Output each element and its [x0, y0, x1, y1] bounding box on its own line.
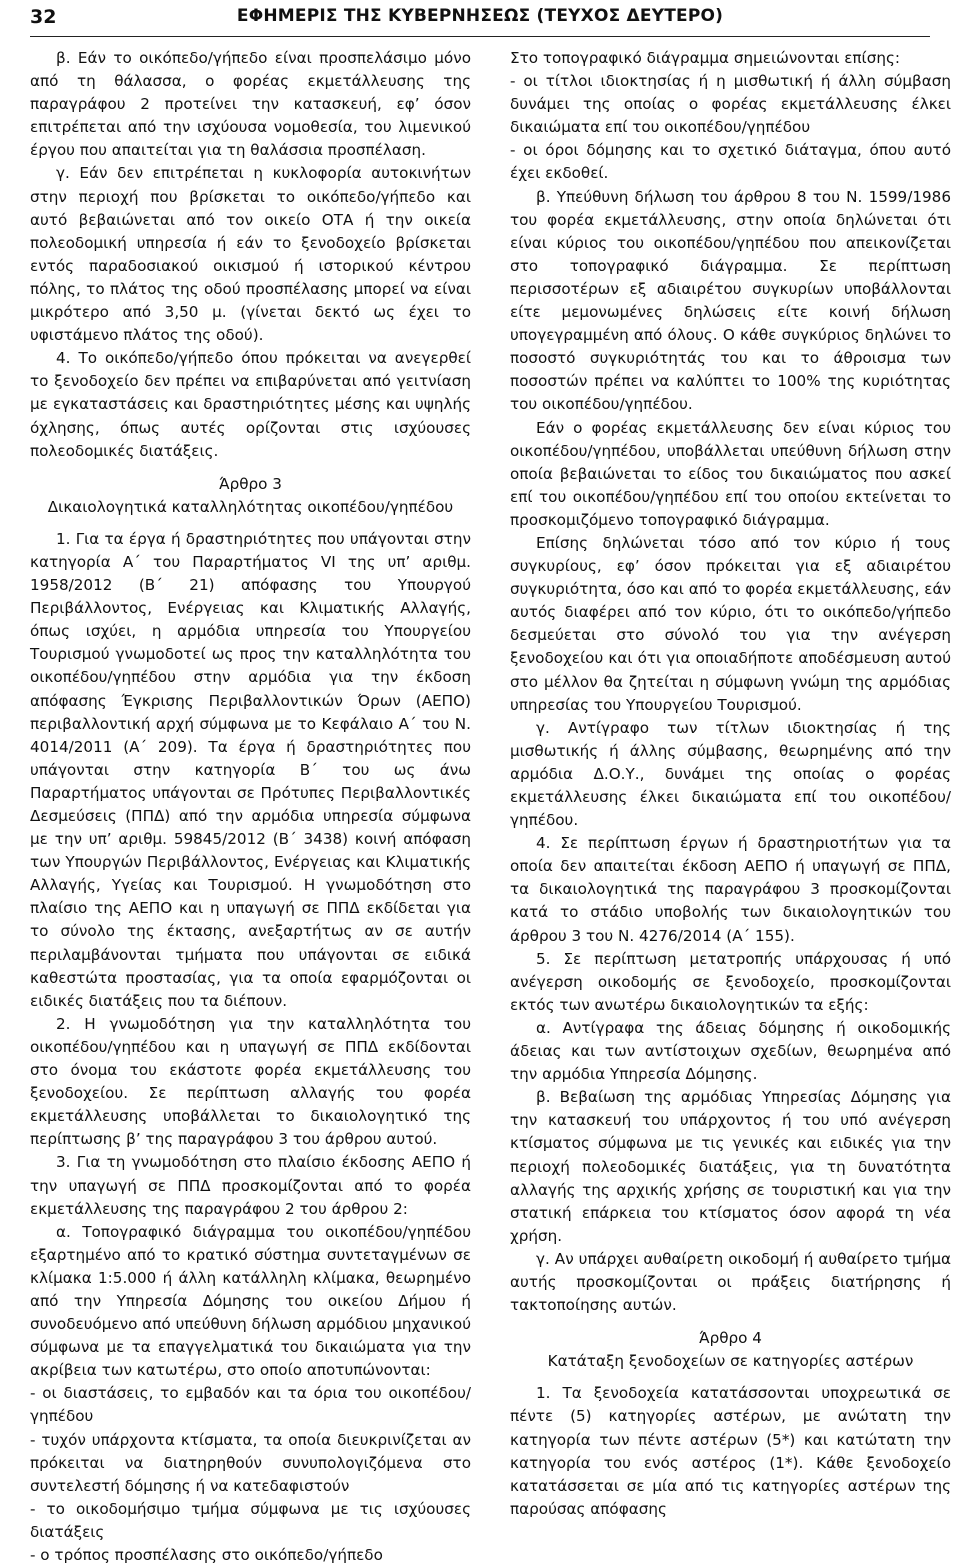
paragraph: 3. Για τη γνωμοδότηση στο πλαίσιο έκδοσης ΑΕΠΟ ή την υπαγωγή σε ΠΠΔ προσκομίζονται από το φορέα εκμετάλλευσης της παραγράφου 2 του άρθρου 2: — [30, 1153, 471, 1218]
paragraph: α. Αντίγραφα της άδειας δόμησης ή οικοδομικής άδειας και των αντίστοιχων σχεδίων, θεωρημένα από την αρμόδια Υπηρεσία Δόμησης. — [510, 1018, 951, 1084]
article-3-number: Άρθρο 3 — [219, 474, 282, 493]
paragraph: γ. Αντίγραφο των τίτλων ιδιοκτησίας ή της μισθωτικής ή άλλης σύμβασης, θεωρημένης από την αρμόδια Δ.Ο.Υ., δυνάμει της οποίας ο φορέας εκμετάλλευσης έλκει δικαιώματα επί του οικοπέδου/γηπέδου. — [510, 718, 951, 830]
list-item: - τυχόν υπάρχοντα κτίσματα, τα οποία διευκρινίζεται αν πρόκειται να διατηρηθούν συνυπολογιζόμενα στο συντελεστή δόμησης ή να κατεδαφιστούν — [30, 1430, 471, 1495]
article-3-title: Δικαιολογητικά καταλληλότητας οικοπέδου/γηπέδου — [47, 497, 454, 516]
paragraph: Εάν ο φορέας εκμετάλλευσης δεν είναι κύριος του οικοπέδου/γηπέδου, υποβάλλεται υπεύθυνη δήλωση στην οποία βεβαιώνεται το είδος του δικαιώματος που ασκεί επί του οικοπέδου/γηπέδου επί του οποίου εκτείνεται το προσκομιζόμενο τοπογραφικό διάγραμμα. — [510, 418, 951, 529]
paragraph: 1. Τα ξενοδοχεία κατατάσσονται υποχρεωτικά σε πέντε (5) κατηγορίες αστέρων, με ανώτατη την κατηγορία των πέντε αστέρων (5*) και κατώτατη την κατηγορία του ενός αστέρος (1*). Κάθε ξενοδοχείο κατατάσσεται σε μία από τις κατηγορίες αστέρων της παρούσας απόφασης — [510, 1384, 951, 1518]
header-rule — [30, 36, 930, 37]
paragraph: β. Εάν το οικόπεδο/γήπεδο είναι προσπελάσιμο μόνο από τη θάλασσα, ο φορέας εκμετάλλευσης της παραγράφου 2 προτείνει την κατασκευή, εφ’ όσον επιτρέπεται από την ισχύουσα νομοθεσία, του λιμενικού έργου που απαιτείται για τη θαλάσσια προσπέλαση. — [30, 49, 471, 160]
list-item: - οι τίτλοι ιδιοκτησίας ή η μισθωτική ή άλλη σύμβαση δυνάμει της οποίας ο φορέας εκμετάλλευσης έλκει δικαιώματα επί του οικοπέδου/γηπέδου — [510, 72, 951, 137]
left-column — [30, 47, 471, 1567]
list-item: - οι διαστάσεις, το εμβαδόν και τα όρια του οικοπέδου/γηπέδου — [30, 1384, 471, 1426]
list-item: - το οικοδομήσιμο τμήμα σύμφωνα με τις ισχύουσες διατάξεις — [30, 1499, 471, 1541]
paragraph: γ. Αν υπάρχει αυθαίρετη οικοδομή ή αυθαίρετο τμήμα αυτής προσκομίζονται οι πράξεις διατήρησης ή τακτοποίησης αυτών. — [510, 1249, 951, 1315]
paragraph: 4. Σε περίπτωση έργων ή δραστηριοτήτων για τα οποία δεν απαιτείται έκδοση ΑΕΠΟ ή υπαγωγή σε ΠΠΔ, τα δικαιολογητικά της παραγράφου 3 προσκομίζονται κατά το στάδιο υποβολής των δικαιολογητικών του άρθρου 3 του Ν. 4276/2014 (Α΄ 155). — [510, 834, 951, 945]
paragraph: β. Βεβαίωση της αρμόδιας Υπηρεσίας Δόμησης για την κατασκευή του υπάρχοντος ή του υπό ανέγερση κτίσματος σύμφωνα με τις γενικές και ειδικές για την περιοχή πολεοδομικές διατάξεις, για τη δυνατότητα αλλαγής της αρχικής χρήσης σε τουριστική και για την στατική επάρκεια του κτίσματος όσον αφορά τη νέα χρήση. — [510, 1088, 951, 1245]
list-item: - οι όροι δόμησης και το σχετικό διάταγμα, όπου αυτό έχει εκδοθεί. — [510, 141, 951, 183]
paragraph: 2. Η γνωμοδότηση για την καταλληλότητα του οικοπέδου/γηπέδου και η υπαγωγή σε ΠΠΔ εκδίδονται στο όνομα του εκάστοτε φορέα εκμετάλλευσης του ξενοδοχείου. Σε περίπτωση αλλαγής του φορέα εκμετάλλευσης υποβάλλεται το δικαιολογητικό της περίπτωσης β’ της παραγράφου 3 του άρθρου αυτού. — [30, 1014, 471, 1149]
paragraph: α. Τοπογραφικό διάγραμμα του οικοπέδου/γηπέδου εξαρτημένο από το κρατικό σύστημα συντεταγμένων σε κλίμακα 1:5.000 ή άλλη κατάλληλη κλίμακα, θεωρημένο από την Υπηρεσία Δόμησης του οικείου Δήμου ή συνοδευόμενο από υπεύθυνη δήλωση αρμόδιου μηχανικού σύμφωνα με τα επαγγελματικά του δικαιώματα για την ακρίβεια των κατωτέρω, στο οποίο αποτυπώνονται: — [30, 1222, 471, 1380]
paragraph: 1. Για τα έργα ή δραστηριότητες που υπάγονται στην κατηγορία Α΄ του Παραρτήματος VI της υπ’ αριθμ. 1958/2012 (Β΄ 21) απόφασης του Υπουργού Περιβάλλοντος, Ενέργειας και Κλιματικής Αλλαγής, όπως ισχύει, η αρμόδια υπηρεσία του Υπουργείου Τουρισμού γνωμοδοτεί ως προς την καταλληλότητα του οικοπέδου/γηπέδου στην αρμόδια για την έκδοση απόφασης Έγκρισης Περιβαλλοντικών Όρων (ΑΕΠΟ) περιβαλλοντική αρχή σύμφωνα με το Κεφάλαιο Α΄ του Ν. 4014/2011 (Α΄ 209). Τα έργα ή δραστηριότητες που υπάγονται στην κατηγορία Β΄ του ως άνω Παραρτήματος υπάγονται σε Πρότυπες Περιβαλλοντικές Δεσμεύσεις (ΠΠΔ) από την αρμόδια υπηρεσία σύμφωνα με την υπ’ αριθμ. 59845/2012 (Β΄ 3438) κοινή απόφαση των Υπουργών Περιβάλλοντος, Ενέργειας και Κλιματικής Αλλαγής, Υγείας και Τουρισμού. Η γνωμοδότηση στο πλαίσιο της ΑΕΠΟ και η υπαγωγή σε ΠΠΔ εκδίδεται για το σύνολο της έκτασης, ανεξαρτήτως αν σε αυτήν περιλαμβάνονται τμήματα που υπάγονται σε ειδικά καθεστώτα προστασίας, για τα οποία εφαρμόζονται οι ειδικές διατάξεις που τα διέπουν. — [30, 529, 471, 1010]
paragraph: Στο τοπογραφικό διάγραμμα σημειώνονται επίσης: — [510, 49, 900, 67]
page-header — [30, 6, 930, 32]
right-column — [510, 47, 951, 1521]
running-title: ΕΦΗΜΕΡΙΣ ΤΗΣ ΚΥΒΕΡΝΗΣΕΩΣ (ΤΕΥΧΟΣ ΔΕΥΤΕΡΟ) — [236, 6, 724, 26]
article-4-title: Κατάταξη ξενοδοχείων σε κατηγορίες αστέρων — [547, 1352, 914, 1371]
paragraph: 5. Σε περίπτωση μετατροπής υπάρχουσας ή υπό ανέγερση οικοδομής σε ξενοδοχείο, προσκομίζονται εκτός των ανωτέρω δικαιολογητικών τα εξής: — [510, 949, 951, 1014]
paragraph: β. Υπεύθυνη δήλωση του άρθρου 8 του Ν. 1599/1986 του φορέα εκμετάλλευσης, στην οποία δηλώνεται ότι είναι κύριος του οικοπέδου/γηπέδου που απεικονίζεται στο τοπογραφικό διάγραμμα. Σε περίπτωση περισσοτέρων εξ αδιαιρέτου συγκυρίων υποβάλλονται είτε μεμονωμένες δηλώσεις είτε κοινή δήλωση υπογεγραμμένη από όλους. Ο κάθε συγκύριος δηλώνει το ποσοστό συγκυριότητάς του και το άθροισμα των ποσοστών πρέπει να καλύπτει το 100% της κυριότητας του οικοπέδου/γηπέδου. — [510, 187, 951, 414]
paragraph: Επίσης δηλώνεται τόσο από τον κύριο ή τους συγκυρίους, εφ’ όσον πρόκειται για εξ αδιαιρέτου συγκυριότητα, όσο και από το φορέα εκμετάλλευσης, εάν αυτός διαφέρει από τον κύριο, ότι το οικόπεδο/γήπεδο δεσμεύεται στο σύνολό του για την ανέγερση ξενοδοχείου και ότι για οποιαδήποτε αποδέσμευση αυτού στο μέλλον θα ζητείται η σύμφωνη γνώμη της αρμόδιας υπηρεσίας του Υπουργείου Τουρισμού. — [510, 533, 951, 714]
page-number: 32 — [30, 6, 57, 28]
paragraph: γ. Εάν δεν επιτρέπεται η κυκλοφορία αυτοκινήτων στην περιοχή που βρίσκεται το οικόπεδο/γήπεδο και αυτό βεβαιώνεται από τον οικείο ΟΤΑ ή την οικεία πολεοδομική υπηρεσία ή εάν το ξενοδοχείο βρίσκεται εντός παραδοσιακού οικισμού ή ιστορικού κέντρου πόλης, το πλάτος της οδού προσπέλασης μπορεί να είναι μικρότερο από 3,50 μ. (γίνεται δεκτό ως έχει το υφιστάμενο πλάτος της οδού). — [30, 164, 471, 345]
paragraph: 4. Το οικόπεδο/γήπεδο όπου πρόκειται να ανεγερθεί το ξενοδοχείο δεν πρέπει να επιβαρύνεται από γειτνίαση με εγκαταστάσεις και δραστηριότητες μέσης και υψηλής όχλησης, όπως αυτές ορίζονται στις ισχύουσες πολεοδομικές διατάξεις. — [30, 349, 471, 460]
list-item: - ο τρόπος προσπέλασης στο οικόπεδο/γήπεδο — [30, 1546, 383, 1564]
article-4-number: Άρθρο 4 — [699, 1329, 762, 1348]
